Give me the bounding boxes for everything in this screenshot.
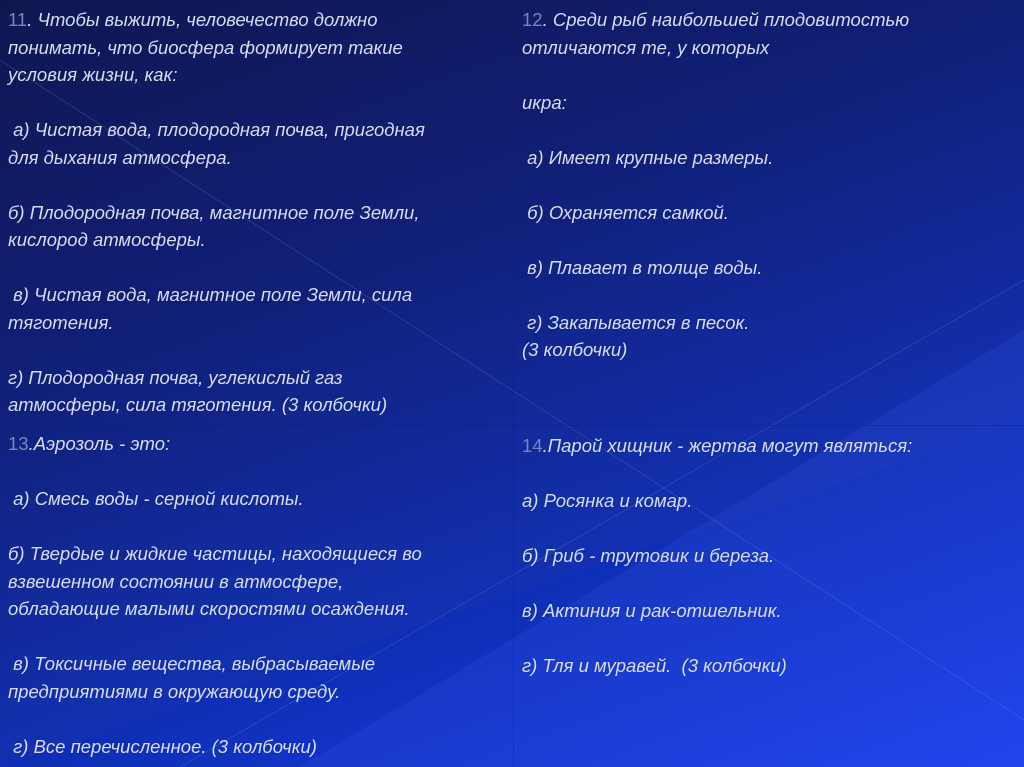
question-11-line	[8, 61, 508, 89]
question-12-line	[522, 281, 1017, 309]
question-12-line	[522, 226, 1017, 254]
question-12-line	[522, 89, 1017, 117]
question-11-line	[8, 171, 508, 199]
question-line-text: .Парой хищник - жертва могут являться:	[542, 435, 913, 456]
question-line-text: а) Имеет крупные размеры.	[522, 146, 774, 168]
question-11-line	[8, 254, 508, 282]
question-number: 11	[8, 9, 28, 30]
question-12	[522, 6, 1017, 364]
question-line-text: .Аэрозоль - это:	[28, 433, 171, 454]
question-11-line	[8, 34, 508, 62]
question-line-text: г) Закапывается в песок.	[522, 311, 750, 333]
question-14-line	[522, 487, 1017, 515]
question-line-text: а) Смесь воды - серной кислоты.	[8, 488, 304, 509]
question-line-text: . Чтобы выжить, человечество должно	[27, 9, 378, 30]
question-13-line	[8, 458, 508, 486]
question-13	[8, 430, 508, 760]
question-line-text: а) Росянка и комар.	[522, 490, 693, 511]
question-line-text: обладающие малыми скоростями осаждения.	[8, 598, 410, 619]
question-11-line	[8, 199, 508, 227]
question-line-text: икра:	[522, 91, 567, 113]
question-13-line	[8, 430, 508, 458]
question-13-line	[8, 513, 508, 541]
question-12-line	[522, 336, 1017, 364]
question-14-line	[522, 432, 1017, 460]
question-14	[522, 432, 1017, 680]
question-11-line	[8, 89, 508, 117]
question-11	[8, 6, 508, 419]
question-13-line	[8, 650, 508, 678]
question-13-line	[8, 705, 508, 733]
question-12-line	[522, 309, 1017, 337]
question-line-text: понимать, что биосфера формирует такие	[8, 36, 403, 58]
question-line-text: а) Чистая вода, плодородная почва, пригодная	[8, 119, 425, 140]
question-14-line	[522, 460, 1017, 488]
question-line-text: б) Охраняется самкой.	[522, 201, 729, 223]
question-number: 12	[522, 9, 543, 30]
question-number: 14	[522, 435, 543, 456]
question-14-line	[522, 597, 1017, 625]
question-11-line	[8, 6, 508, 34]
question-13-line	[8, 568, 508, 596]
question-11-line	[8, 226, 508, 254]
question-line-text: предприятиями в окружающую среду.	[8, 680, 341, 702]
question-line-text: для дыхания атмосфера.	[8, 146, 232, 168]
question-12-line	[522, 254, 1017, 282]
question-14-line	[522, 542, 1017, 570]
question-11-line	[8, 364, 508, 392]
question-14-text	[522, 432, 1017, 680]
question-12-line	[522, 34, 1017, 62]
question-line-text: условия жизни, как:	[8, 64, 178, 85]
question-line-text: г) Плодородная почва, углекислый газ	[8, 366, 343, 388]
question-line-text: б) Гриб - трутовик и береза.	[522, 545, 775, 566]
question-line-text: б) Твердые и жидкие частицы, находящиеся во	[8, 543, 422, 564]
question-11-line	[8, 336, 508, 364]
question-11-line	[8, 281, 508, 309]
question-line-text: в) Токсичные вещества, выбрасываемые	[8, 653, 376, 674]
question-line-text: кислород атмосферы.	[8, 229, 206, 250]
question-12-line	[522, 116, 1017, 144]
question-14-line	[522, 570, 1017, 598]
question-12-text	[522, 6, 1017, 364]
question-14-line	[522, 652, 1017, 680]
question-11-line	[8, 144, 508, 172]
question-line-text: . Среди рыб наибольшей плодовитостью	[542, 9, 910, 30]
question-12-line	[522, 61, 1017, 89]
question-12-line	[522, 171, 1017, 199]
question-12-line	[522, 144, 1017, 172]
question-line-text: (3 колбочки)	[522, 339, 628, 360]
question-13-line	[8, 595, 508, 623]
question-13-line	[8, 623, 508, 651]
question-11-line	[8, 309, 508, 337]
question-line-text: атмосферы, сила тяготения. (3 колбочки)	[8, 394, 388, 415]
question-11-line	[8, 116, 508, 144]
question-14-line	[522, 625, 1017, 653]
question-13-text	[8, 430, 508, 760]
question-11-line	[8, 391, 508, 419]
question-line-text: б) Плодородная почва, магнитное поле Земли,	[8, 201, 420, 223]
question-13-line	[8, 678, 508, 706]
question-13-line	[8, 733, 508, 761]
question-line-text: отличаются те, у которых	[522, 36, 770, 58]
question-line-text: взвешенном состоянии в атмосфере,	[8, 570, 344, 592]
question-14-line	[522, 515, 1017, 543]
question-number: 13	[8, 433, 29, 454]
question-line-text: в) Чистая вода, магнитное поле Земли, сила	[8, 284, 413, 305]
question-line-text: в) Актиния и рак-отшельник.	[522, 600, 782, 621]
question-line-text: г) Тля и муравей. (3 колбочки)	[522, 655, 787, 676]
question-line-text: тяготения.	[8, 311, 114, 333]
question-13-line	[8, 540, 508, 568]
question-line-text: в) Плавает в толще воды.	[522, 256, 763, 278]
question-11-text	[8, 6, 508, 419]
question-13-line	[8, 485, 508, 513]
question-12-line	[522, 6, 1017, 34]
question-line-text: г) Все перечисленное. (3 колбочки)	[8, 735, 317, 757]
question-12-line	[522, 199, 1017, 227]
